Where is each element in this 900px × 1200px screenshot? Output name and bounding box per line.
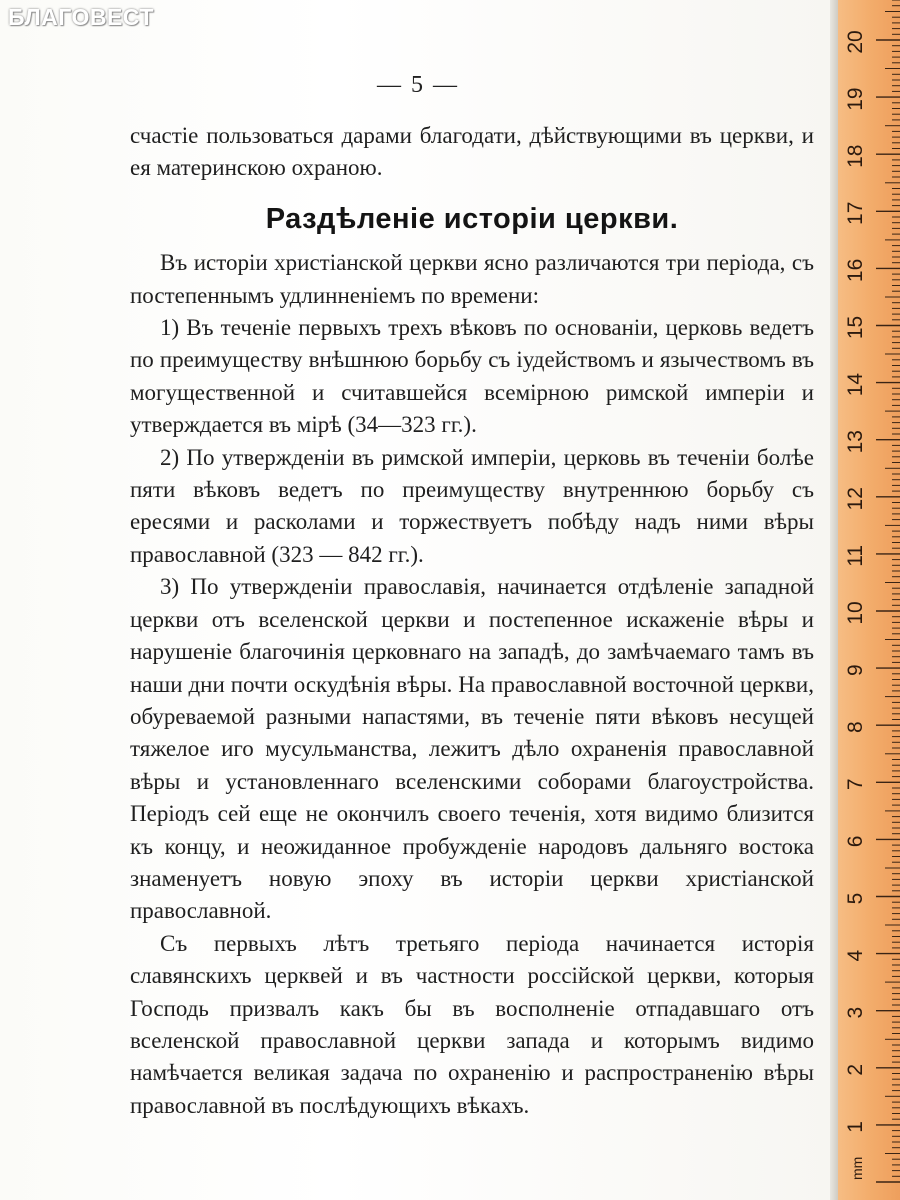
ruler-number: 10 bbox=[844, 601, 867, 625]
ruler-number: 15 bbox=[844, 315, 867, 340]
ruler-number: 4 bbox=[844, 949, 867, 962]
ruler-number: 8 bbox=[844, 721, 867, 734]
ruler-number: 13 bbox=[844, 430, 867, 454]
paragraph-period-1: 1) Въ теченіе первыхъ трехъ вѣковъ по основаніи, церковь ведетъ по преимуществу внѣшнюю борьбу съ іудействомъ и язычествомъ въ могущественной и считавшейся всемірною римской имперіи и утверждается въ мірѣ (34—323 гг.). bbox=[130, 315, 814, 438]
ruler-number: 1 bbox=[844, 1121, 867, 1133]
paragraph-intro: Въ исторіи христіанской церкви ясно различаются три періода, съ постепеннымъ удлинненіемъ по времени: bbox=[130, 250, 814, 308]
section-heading: Раздѣленіе исторіи церкви. bbox=[265, 202, 679, 235]
ruler-number: 9 bbox=[844, 664, 867, 676]
ruler-number: 16 bbox=[844, 258, 867, 283]
measuring-ruler bbox=[838, 0, 900, 1200]
watermark-logo: БЛАГОВЕСТ bbox=[8, 4, 154, 30]
paragraph-slavic-churches: Съ первыхъ лѣтъ третьяго періода начинается исторія славянскихъ церквей и въ частности россійской церкви, которыя Господь призвалъ какъ бы въ восполненіе отпадавшаго отъ вселенской православной церкви запада и которымъ видимо намѣчается великая задача по охраненію и распространенію вѣры православной въ послѣдующихъ вѣкахъ. bbox=[130, 930, 814, 1118]
ruler-unit-label: mm bbox=[849, 1156, 865, 1180]
paragraph-continuation: счастіе пользоваться дарами благодати, дѣйствующими въ церкви, и ея материнскою охраною. bbox=[130, 123, 814, 181]
page-edge bbox=[830, 0, 838, 1200]
ruler-number: 6 bbox=[844, 835, 867, 848]
ruler-number: 19 bbox=[844, 87, 867, 111]
ruler-number: 20 bbox=[844, 30, 867, 54]
ruler-number: 18 bbox=[844, 144, 867, 168]
ruler-number: 3 bbox=[844, 1006, 867, 1019]
ruler-number: 14 bbox=[844, 372, 867, 397]
page-number: — 5 — bbox=[377, 72, 459, 98]
ruler-number: 12 bbox=[844, 487, 867, 511]
ruler-number: 5 bbox=[844, 892, 867, 905]
ruler-number: 17 bbox=[844, 201, 867, 225]
ruler-number: 11 bbox=[844, 544, 867, 567]
ruler-scale bbox=[838, 0, 900, 1200]
ruler-number: 7 bbox=[844, 778, 867, 791]
page-text bbox=[130, 120, 814, 1122]
paragraph-period-2: 2) По утвержденіи въ римской имперіи, церковь въ теченіи болѣе пяти вѣковъ ведетъ по преимуществу внутреннюю борьбу съ ересями и расколами и торжествуетъ побѣду надъ ними вѣры православной (323 — 842 гг.). bbox=[130, 444, 814, 567]
paragraph-period-3: 3) По утвержденіи православія, начинается отдѣленіе западной церкви отъ вселенской церкви и постепенное искаженіе вѣры и нарушеніе благочинія церковнаго на западѣ, до замѣчаемаго тамъ въ наши дни почти оскудѣнія вѣры. На православной восточной церкви, обуреваемой разными напастями, въ теченіе пяти вѣковъ несущей тяжелое иго мусульманства, лежитъ дѣло охраненія православной вѣры и установленнаго вселенскими соборами благоустройства. Періодъ сей еще не окончилъ своего теченія, хотя видимо близится къ концу, и неожиданное пробужденіе народовъ дальняго востока знаменуетъ новую эпоху въ исторіи церкви христіанской православной. bbox=[130, 574, 814, 924]
ruler-number: 2 bbox=[844, 1063, 867, 1076]
